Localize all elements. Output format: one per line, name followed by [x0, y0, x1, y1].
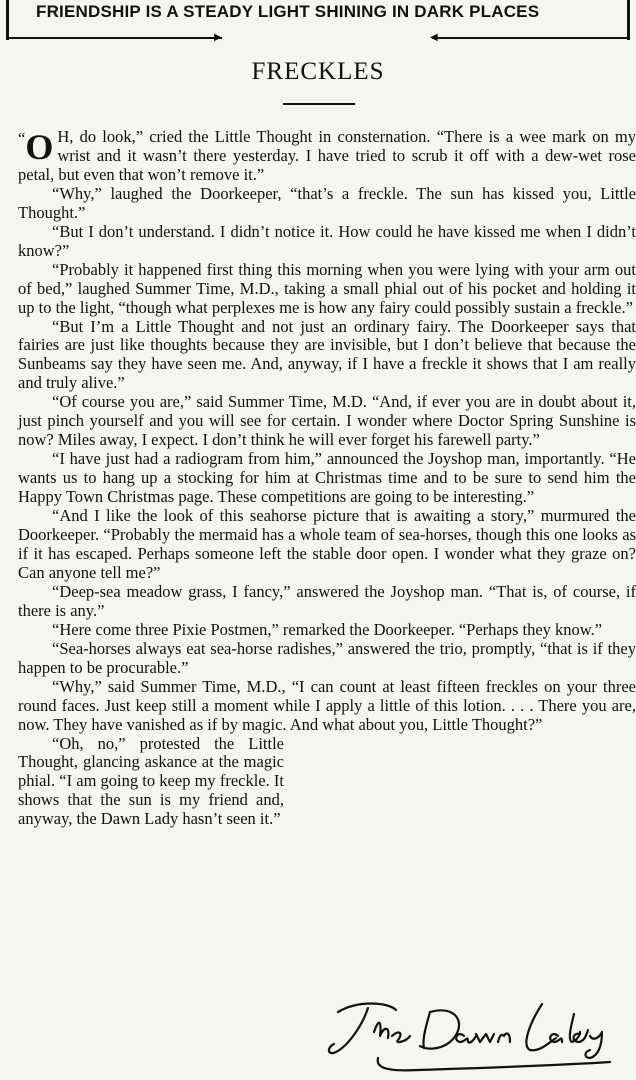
- paragraph-12: “Why,” said Summer Time, M.D., “I can count at least fifteen freckles on your three round faces. Just keep still a moment while I apply a little of this lotion. . . . There you are, now. They have vanished as if by magic. And what about you, Little Thought?”: [18, 676, 636, 734]
- banner-right-border: [627, 0, 630, 40]
- title-rule: [283, 103, 355, 105]
- banner-arrow-right-icon: ▶: [214, 32, 222, 43]
- paragraph-8: “And I like the look of this seahorse picture that is awaiting a story,” murmured the Doorkeeper. “Probably the mermaid has a whole team of sea-horses, though this one looks as if it has escaped. Perhaps someone left the stable door open. I wonder what they graze on? Can anyone tell me?”: [18, 506, 636, 582]
- paragraph-10: “Here come three Pixie Postmen,” remarked the Doorkeeper. “Perhaps they know.”: [52, 619, 603, 639]
- banner-bottom-rule-right: [432, 37, 630, 39]
- story-title: FRECKLES: [251, 58, 385, 85]
- header-banner: [6, 0, 630, 43]
- signature-image: [318, 996, 618, 1080]
- paragraph-6: “Of course you are,” said Summer Time, M.D. “And, if ever you are in doubt about it, just pinch yourself and you will see for certain. I wonder where Doctor Spring Sunshine is now? Miles away, I expect. I don’t think he will ever forget his farewell party.”: [18, 392, 636, 450]
- banner-arrow-left-icon: ◀: [430, 32, 438, 43]
- paragraph-5: “But I’m a Little Thought and not just an ordinary fairy. The Doorkeeper says that fairies are just like thoughts because they are invisible, but I don’t believe that because the Sunbeams say they have seen me. And, anyway, if I have a freckle it shows that I am really and truly alive.”: [18, 316, 636, 393]
- paragraph-4: “Probably it happened first thing this morning when you were lying with your arm out of bed,” laughed Summer Time, M.D., taking a small phial out of his pocket and holding it up to the light, “though what perplexes me is how any fairy could possibly sustain a freckle.”: [18, 259, 636, 317]
- paragraph-7: “I have just had a radiogram from him,” announced the Joyshop man, importantly. “He wants us to hang up a stocking for him at Christmas time and to be sure to send him the Happy Town Christmas page. These competitions are going to be interesting.”: [18, 449, 636, 507]
- banner-motto: FRIENDSHIP IS A STEADY LIGHT SHINING IN DARK PLACES: [36, 2, 540, 21]
- paragraph-13: “Oh, no,” protested the Little Thought, glancing askance at the magic phial. “I am going to keep my freckle. It shows that the sun is my friend and, anyway, the Dawn Lady hasn’t seen it.”: [18, 733, 284, 829]
- paragraph-3: “But I don’t understand. I didn’t notice it. How could he have kissed me when I didn’t know?”: [18, 221, 636, 260]
- drop-cap: O: [25, 127, 54, 167]
- paragraph-2: “Why,” laughed the Doorkeeper, “that’s a freckle. The sun has kissed you, Little Thought.”: [18, 183, 636, 222]
- paragraph-9: “Deep-sea meadow grass, I fancy,” answered the Joyshop man. “That is, of course, if there is any.”: [18, 581, 636, 620]
- paragraph-11: “Sea-horses always eat sea-horse radishes,” answered the trio, promptly, “that is if they happen to be procurable.”: [18, 638, 636, 677]
- banner-bottom-rule-left: [6, 37, 222, 39]
- opening-quote: “: [18, 129, 26, 148]
- dawn-lady-signature: [318, 996, 618, 1080]
- paragraph-1: [18, 128, 636, 185]
- banner-left-border: [6, 0, 9, 40]
- paragraph-1-text: H, do look,” cried the Little Thought in consternation. “There is a wee mark on my wrist and it wasn’t there yesterday. I have tried to scrub it off with a dew-wet rose petal, but even that won’t remove it.”: [18, 127, 636, 184]
- story-body: [18, 128, 636, 829]
